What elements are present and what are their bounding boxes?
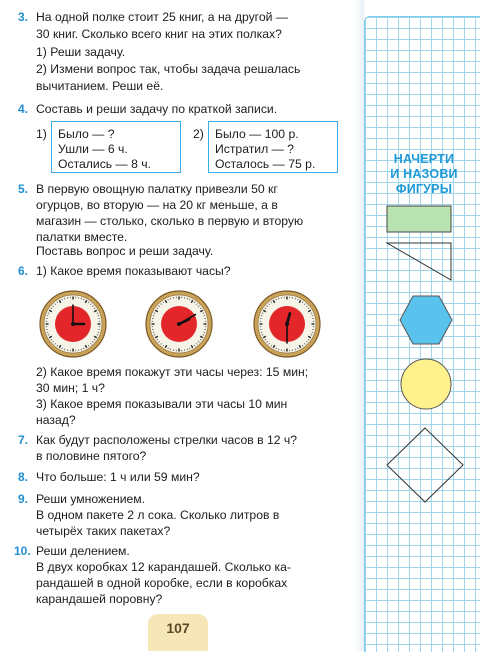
task-4-box1-number: 1) <box>36 126 47 142</box>
page-edge <box>354 0 364 651</box>
task-6-line-1: 2) Какое время покажут эти часы через: 15 мин; <box>36 364 308 380</box>
box1-line-2: Ушли — 6 ч. <box>58 141 128 157</box>
task-6-line-4: назад? <box>36 412 76 428</box>
box1-line-1: Было — ? <box>58 126 115 142</box>
task-9-line-2: В одном пакете 2 л сока. Сколько литров в <box>36 507 279 523</box>
task-10-line-1: Реши делением. <box>36 543 130 559</box>
task-4-box2 <box>208 121 338 173</box>
task-6-line-3: 3) Какое время показывали эти часы 10 мин <box>36 396 287 412</box>
panel-title-line-3: ФИГУРЫ <box>376 182 472 197</box>
clock-2 <box>144 289 214 359</box>
task-10-line-4: карандашей поровну? <box>36 591 162 607</box>
task-4-box1 <box>51 121 181 173</box>
panel-title-line-1: НАЧЕРТИ <box>376 152 472 167</box>
task-5-line-5: Поставь вопрос и реши задачу. <box>36 243 213 259</box>
task-3-line-1: На одной полке стоит 25 книг, а на другой — <box>36 9 288 25</box>
task-8-line-1: Что больше: 1 ч или 59 мин? <box>36 469 200 485</box>
clock-center <box>177 322 181 326</box>
figure-triangle <box>387 243 451 280</box>
task-10-number: 10. <box>14 544 31 558</box>
task-3-line-5: вычитанием. Реши её. <box>36 78 163 94</box>
task-6-q1: 1) Какое время показывают часы? <box>36 263 231 279</box>
figure-hexagon <box>400 296 452 344</box>
box2-line-2: Истратил — ? <box>215 141 294 157</box>
box2-line-3: Осталось — 75 р. <box>215 156 315 172</box>
page-number: 107 <box>148 620 208 636</box>
panel-title-line-2: И НАЗОВИ <box>376 167 472 182</box>
task-5-line-1: В первую овощную палатку привезли 50 кг <box>36 181 278 197</box>
task-9-line-3: четырёх таких пакетах? <box>36 523 170 539</box>
task-7-line-2: в половине пятого? <box>36 448 146 464</box>
task-6-number: 6. <box>18 264 28 278</box>
task-9-number: 9. <box>18 492 28 506</box>
clock-center <box>71 322 75 326</box>
task-4-box2-number: 2) <box>193 126 204 142</box>
task-3-line-4: 2) Измени вопрос так, чтобы задача решалась <box>36 61 300 77</box>
task-4-intro: Составь и реши задачу по краткой записи. <box>36 101 277 117</box>
box1-line-3: Остались — 8 ч. <box>58 156 151 172</box>
task-8-number: 8. <box>18 470 28 484</box>
task-10-line-2: В двух коробках 12 карандашей. Сколько ка- <box>36 559 291 575</box>
task-3-line-3: 1) Реши задачу. <box>36 44 125 60</box>
clock-1 <box>38 289 108 359</box>
task-5-line-3: магазин — столько, сколько в первую и вторую <box>36 213 303 229</box>
task-3-number: 3. <box>18 10 28 24</box>
figures <box>364 190 480 520</box>
task-7-number: 7. <box>18 433 28 447</box>
task-10-line-3: рандашей в одной коробке, если в коробках <box>36 575 287 591</box>
task-7-line-1: Как будут расположены стрелки часов в 12 ч? <box>36 432 297 448</box>
task-5-line-2: огурцов, во вторую — на 20 кг меньше, а в <box>36 197 278 213</box>
task-5-number: 5. <box>18 182 28 196</box>
task-3-line-2: 30 книг. Сколько всего книг на этих полках? <box>36 26 282 42</box>
figure-rectangle <box>387 206 451 232</box>
task-6-line-2: 30 мин; 1 ч? <box>36 380 105 396</box>
box2-line-1: Было — 100 р. <box>215 126 299 142</box>
task-9-line-1: Реши умножением. <box>36 491 145 507</box>
task-4-number: 4. <box>18 102 28 116</box>
clock-center <box>285 322 289 326</box>
task-5-line-4: палатки вместе. <box>36 229 127 245</box>
figure-rhombus <box>387 428 463 502</box>
figure-circle <box>401 359 451 409</box>
clock-3 <box>252 289 322 359</box>
